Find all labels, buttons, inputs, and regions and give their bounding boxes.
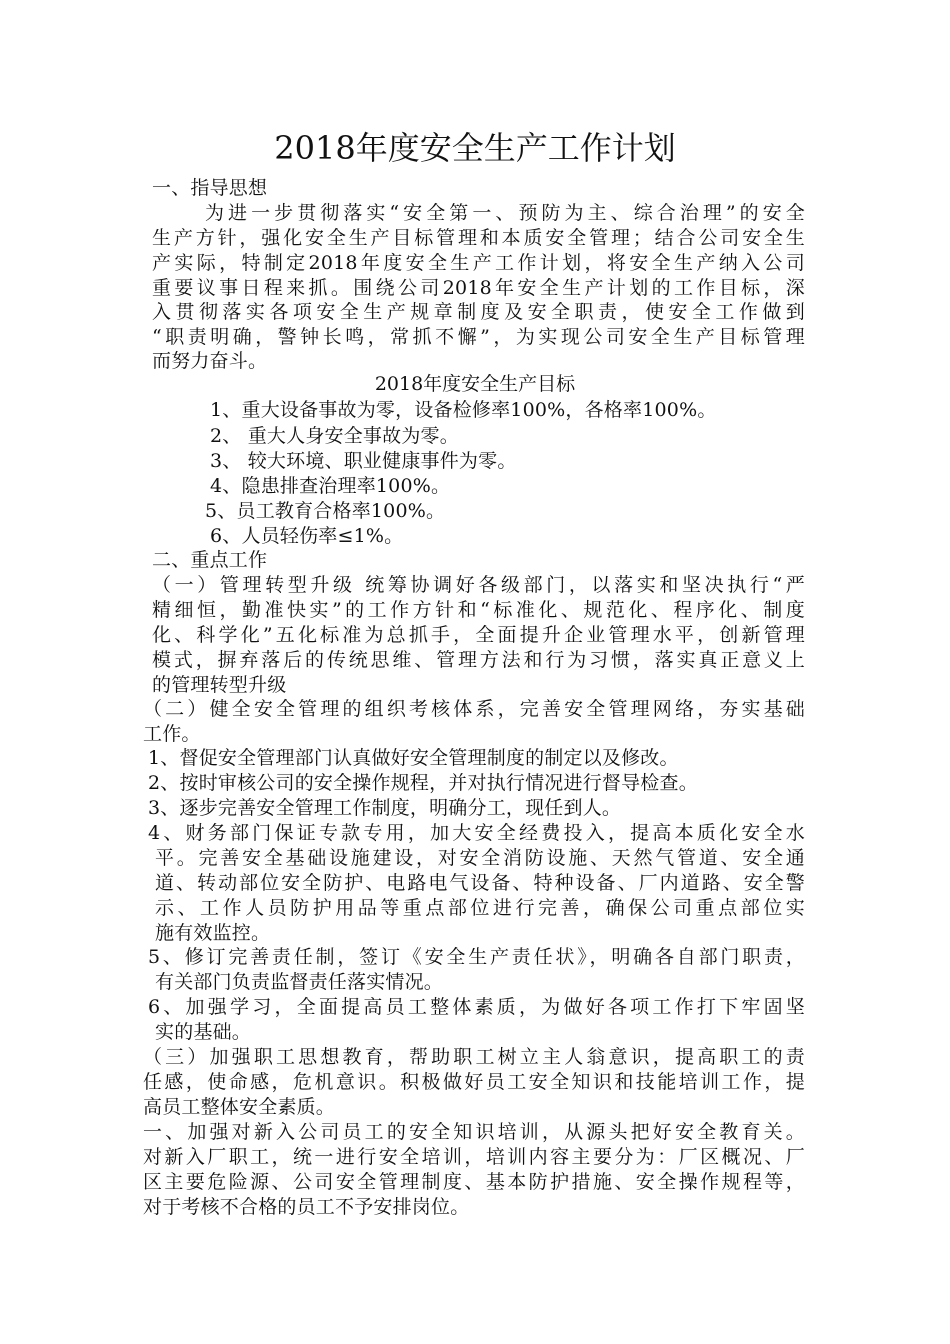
item3-line: 高员工整体安全素质。 [143, 1096, 336, 1118]
para1-line: 而努力奋斗。 [152, 350, 268, 372]
item2-sub-line: 有关部门负责监督责任落实情况。 [155, 971, 444, 993]
item3-sub-line: 对于考核不合格的员工不予安排岗位。 [143, 1196, 470, 1218]
para1-line: 重要议事日程来抓。围绕公司2018年安全生产计划的工作目标，深 [152, 277, 805, 299]
item2-sub-line: 平。完善安全基础设施建设，对安全消防设施、天然气管道、安全通 [155, 847, 805, 869]
section1-heading: 一、指导思想 [152, 177, 268, 199]
para1-line: 为进一步贯彻落实“安全第一、预防为主、综合治理”的安全 [205, 202, 805, 224]
item2-sub-line: 1、督促安全管理部门认真做好安全管理制度的制定以及修改。 [148, 747, 679, 769]
item1-line: 的管理转型升级 [152, 674, 287, 696]
item2-sub-line: 3、逐步完善安全管理工作制度，明确分工，现任到人。 [148, 797, 622, 819]
section2-heading: 二、重点工作 [152, 549, 268, 571]
item3-sub-line: 对新入厂职工，统一进行安全培训，培训内容主要分为：厂区概况、厂 [143, 1146, 805, 1168]
goal-item: 1、重大设备事故为零，设备检修率100%，各格率100%。 [210, 399, 717, 421]
para1-line: 生产方针，强化安全生产目标管理和本质安全管理；结合公司安全生 [152, 227, 805, 249]
item2-line: 工作。 [143, 723, 201, 745]
item1-line: 精细恒，勤准快实”的工作方针和“标准化、规范化、程序化、制度 [152, 599, 805, 621]
goal-item: 6、人员轻伤率≤1%。 [210, 525, 404, 547]
item2-sub-line: 施有效监控。 [155, 922, 271, 944]
item1-line: 化、科学化”五化标准为总抓手，全面提升企业管理水平，创新管理 [152, 624, 805, 646]
goal-item: 2、 重大人身安全事故为零。 [210, 425, 459, 447]
item2-sub-line: 实的基础。 [155, 1021, 252, 1043]
item2-sub-line: 4、财务部门保证专款专用，加大安全经费投入，提高本质化安全水 [148, 822, 805, 844]
item2-sub-line: 2、按时审核公司的安全操作规程，并对执行情况进行督导检查。 [148, 772, 698, 794]
goal-item: 4、隐患排查治理率100%。 [210, 475, 451, 497]
para1-line: 产实际，特制定2018年度安全生产工作计划，将安全生产纳入公司 [152, 252, 805, 274]
item3-line: 任感，使命感，危机意识。积极做好员工安全知识和技能培训工作，提 [143, 1071, 805, 1093]
item3-sub-line: 区主要危险源、公司安全管理制度、基本防护措施、安全操作规程等， [143, 1171, 805, 1193]
item1-line: （一）管理转型升级 统筹协调好各级部门，以落实和坚决执行“严 [152, 574, 805, 596]
item3-line: （三）加强职工思想教育，帮助职工树立主人翁意识，提高职工的责 [143, 1046, 805, 1068]
goal-item: 5、员工教育合格率100%。 [205, 500, 446, 522]
item2-sub-line: 5、修订完善责任制，签订《安全生产责任状》，明确各自部门职责， [148, 946, 805, 968]
para1-line: “职责明确，警钟长鸣，常抓不懈”，为实现公司安全生产目标管理 [152, 326, 805, 348]
goal-item: 3、 较大环境、职业健康事件为零。 [210, 450, 517, 472]
para1-line: 入贯彻落实各项安全生产规章制度及安全职责，使安全工作做到 [152, 301, 805, 323]
item2-sub-line: 道、转动部位安全防护、电路电气设备、特种设备、厂内道路、安全警 [155, 872, 805, 894]
item2-line: （二）健全安全管理的组织考核体系，完善安全管理网络，夯实基础 [143, 698, 805, 720]
item2-sub-line: 示、工作人员防护用品等重点部位进行完善，确保公司重点部位实 [155, 897, 805, 919]
item1-line: 模式，摒弃落后的传统思维、管理方法和行为习惯，落实真正意义上 [152, 649, 805, 671]
goals-title: 2018年度安全生产目标 [374, 373, 576, 395]
page-title: 2018年度安全生产工作计划 [274, 129, 676, 167]
item3-sub-line: 一、加强对新入公司员工的安全知识培训，从源头把好安全教育关。 [143, 1121, 805, 1143]
item2-sub-line: 6、加强学习，全面提高员工整体素质，为做好各项工作打下牢固坚 [148, 996, 805, 1018]
